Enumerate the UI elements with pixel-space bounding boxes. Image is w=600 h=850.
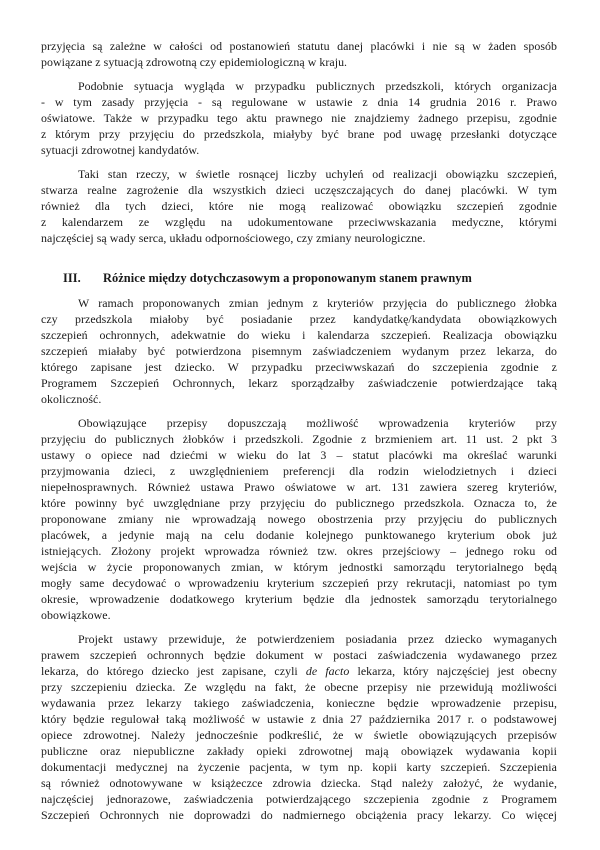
text-line: również dla tych dzieci, które nie mogą realizować obowiązku szczepień zgodnie	[41, 199, 557, 213]
text-line: wejścia w życie proponowanych zmian, w którym jednostki samorządu terytorialnego będą	[41, 560, 557, 574]
text-line: niepełnosprawnych. Również ustawa Prawo oświatowe w art. 131 zawiera szereg kryteriów,	[41, 480, 557, 494]
text-line: W ramach proponowanych zmian jednym z kryteriów przyjęcia do publicznego żłobka	[78, 296, 557, 310]
text-line: placówek, a jedynie mają na celu dodanie kolejnego punktowanego kryterium obok już	[41, 528, 557, 542]
text-segment: lekarza, do którego dziecko jest zapisane, czyli	[41, 664, 306, 678]
text-line: Taki stan rzeczy, w świetle rosnącej liczby uchyleń od realizacji obowiązku szczepień,	[78, 167, 557, 181]
text-line: Obowiązujące przepisy dopuszczają możliwość wprowadzenia kryteriów przy	[78, 416, 557, 430]
text-line: publiczne oraz niepubliczne zakłady opieki zdrowotnej mają obowiązek wydawania kopii	[41, 744, 557, 758]
text-line: szczepień miałaby być potwierdzona pisemnym zaświadczeniem wydanym przez lekarza, do	[41, 344, 557, 358]
section-heading	[41, 270, 557, 287]
paragraph	[41, 415, 557, 623]
text-segment: lekarza, który najczęściej jest obecny	[349, 664, 557, 678]
text-line	[41, 663, 557, 679]
section-number: III.	[63, 271, 81, 285]
text-line: najczęściej jednorazowe, zaświadczenia potwierdzającego szczepienia zgodnie z Programem	[41, 792, 557, 806]
text-line: istniejących. Złożony projekt wprowadza również tzw. okres przejściowy – jednego roku od	[41, 544, 557, 558]
text-line: z którym przy przyjęciu do przedszkola, miałyby być brane pod uwagę przesłanki dotyczące	[41, 127, 557, 141]
text-line: prawem szczepień ochronnych będzie dokument w postaci zaświadczenia wydawanego przez	[41, 648, 557, 662]
text-line: powiązane z sytuacją zdrowotną czy epidemiologiczną w kraju.	[41, 55, 348, 69]
text-line: Projekt ustawy przewiduje, że potwierdzeniem posiadania przez dziecko wymaganych	[78, 632, 557, 646]
text-line: najczęściej są wady serca, układu odpornościowego, czy zmiany neurologiczne.	[41, 231, 426, 245]
text-line: oświatowe. Także w przypadku tego aktu prawnego nie znajdziemy żadnego przepisu, zgodnie	[41, 111, 557, 125]
text-line: okoliczność.	[41, 392, 102, 406]
text-line: szczepień ochronnych, adekwatnie do wieku i kalendarza szczepień. Realizacja obowiązku	[41, 328, 557, 342]
paragraph	[41, 38, 557, 70]
text-line: okresie, wprowadzenie dodatkowego kryterium będzie dla jednostek samorządu terytorialnego	[41, 592, 557, 606]
text-line: są również odnotowywane w książeczce zdrowia dziecka. Stąd należy założyć, że wydanie,	[41, 776, 557, 790]
italic-text: de facto	[305, 664, 350, 678]
text-line: mogły same decydować o wprowadzeniu kryterium szczepień przy rekrutacji, natomiast po tym	[41, 576, 557, 590]
text-line: wydawania przez lekarzy takiego zaświadczenia, konieczne będzie wprowadzenie przepisu,	[41, 696, 557, 710]
text-line: Programem Szczepień Ochronnych, lekarz sporządzałby zaświadczenie potwierdzające taką	[41, 376, 557, 390]
text-line: ustawy o opiece nad dziećmi w wieku do lat 3 – statut placówki ma określać warunki	[41, 448, 557, 462]
text-line: Podobnie sytuacja wygląda w przypadku publicznych przedszkoli, których organizacja	[78, 79, 557, 93]
text-line: przyjęcia są zależne w całości od postanowień statutu danej placówki i nie są w żaden sposób	[41, 39, 557, 53]
text-line: który będzie regulował taką możliwość w ustawie z dnia 27 października 2017 r. o podstawowej	[41, 712, 557, 726]
paragraph	[41, 166, 557, 246]
text-line: którego zapisane jest dziecko. W przypadku przeciwwskazań do szczepienia zgodnie z	[41, 360, 557, 374]
text-line: przyjęciu do publicznych żłobków i przedszkoli. Zgodnie z brzmieniem art. 11 ust. 2 pkt 3	[41, 432, 557, 446]
text-line: - w tym zasady przyjęcia - są regulowane w ustawie z dnia 14 grudnia 2016 r. Prawo	[41, 95, 557, 109]
text-line: Szczepień Ochronnych nie doprowadzi do nadmiernego obciążenia pracy lekarzy. Co więcej	[41, 808, 557, 822]
paragraph	[41, 295, 557, 407]
text-line: z kalendarzem ze względu na udokumentowane przeciwwskazania medyczne, którymi	[41, 215, 557, 229]
document-text-column	[41, 38, 557, 823]
text-line: dokumentacji medycznej na życzenie pacjenta, w tym np. kopii karty szczepień. Szczepienia	[41, 760, 557, 774]
text-line: które powinny być uwzględniane przy przyjęciu do publicznego przedszkola. Oznacza to, że	[41, 496, 557, 510]
paragraph	[41, 78, 557, 158]
text-line: opiece zdrowotnej. Należy jednocześnie podkreślić, że w świetle obowiązujących przepisów	[41, 728, 557, 742]
text-line: przy szczepieniu dziecka. Ze względu na fakt, że obecne przepisy nie przewidują możliwości	[41, 680, 557, 694]
text-line: przyjmowania dzieci, z uwzględnieniem preferencji dla rodzin wielodzietnych i dzieci	[41, 464, 557, 478]
section-title: Różnice między dotychczasowym a proponowanym stanem prawnym	[103, 271, 472, 285]
text-line: czy przedszkola miałoby być posiadanie przez kandydatkę/kandydata obowiązkowych	[41, 312, 557, 326]
paragraph	[41, 631, 557, 823]
text-line: proponowane zmiany nie wprowadzają nowego obostrzenia przy przyjęciu do publicznych	[41, 512, 557, 526]
text-line: obowiązkowe.	[41, 608, 111, 622]
text-line: sytuacji zdrowotnej kandydatów.	[41, 143, 200, 157]
text-line: stwarza realne zagrożenie dla wszystkich dzieci uczęszczających do danej placówki. W tym	[41, 183, 557, 197]
